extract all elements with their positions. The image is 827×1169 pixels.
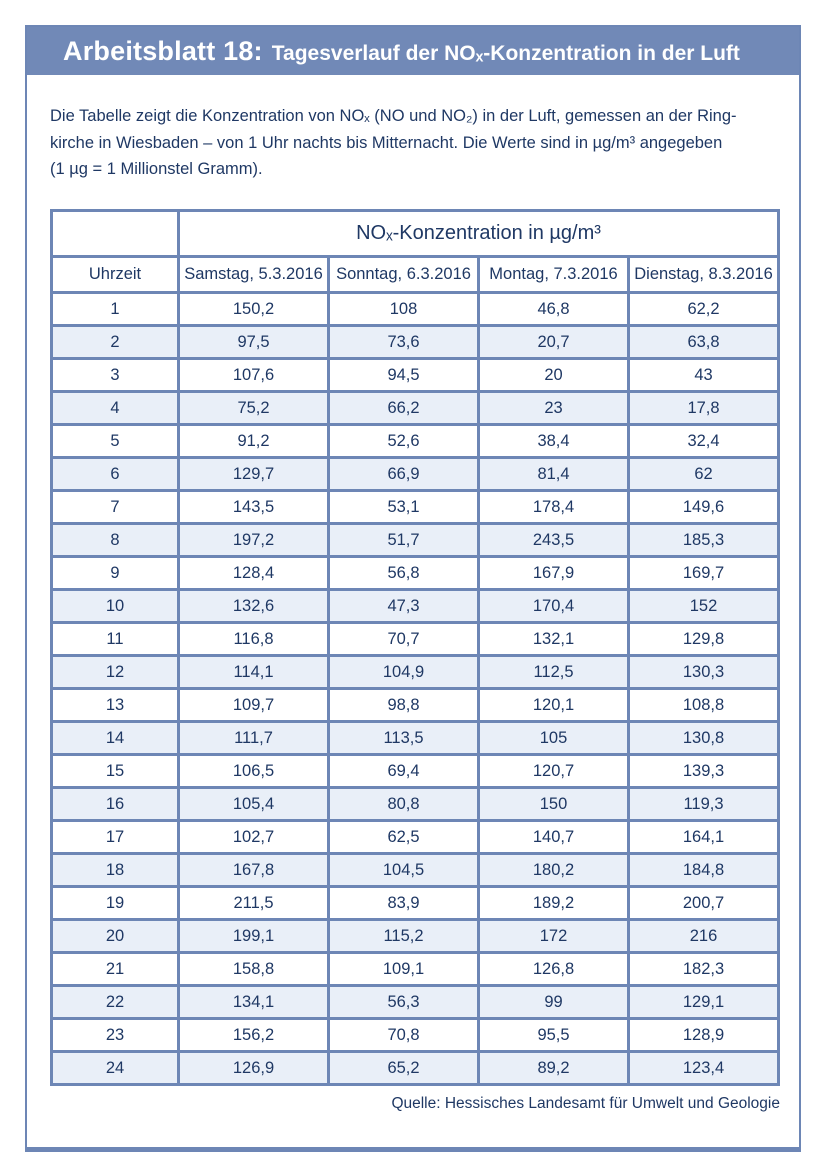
value-cell: 43 bbox=[629, 359, 779, 392]
hour-cell: 17 bbox=[52, 821, 179, 854]
value-cell: 129,1 bbox=[629, 986, 779, 1019]
table-row bbox=[52, 1019, 779, 1052]
value-cell: 108 bbox=[329, 293, 479, 326]
value-cell: 134,1 bbox=[179, 986, 329, 1019]
table-row bbox=[52, 887, 779, 920]
value-cell: 132,6 bbox=[179, 590, 329, 623]
hour-cell: 14 bbox=[52, 722, 179, 755]
value-cell: 106,5 bbox=[179, 755, 329, 788]
table-row bbox=[52, 524, 779, 557]
table-row bbox=[52, 425, 779, 458]
value-cell: 105 bbox=[479, 722, 629, 755]
value-cell: 75,2 bbox=[179, 392, 329, 425]
hour-cell: 1 bbox=[52, 293, 179, 326]
value-cell: 108,8 bbox=[629, 689, 779, 722]
hour-cell: 8 bbox=[52, 524, 179, 557]
hour-cell: 18 bbox=[52, 854, 179, 887]
worksheet-subtitle: Tagesverlauf der NOₓ-Konzentration in der Luft bbox=[271, 42, 740, 65]
hour-cell: 22 bbox=[52, 986, 179, 1019]
table-row bbox=[52, 854, 779, 887]
group-header-cell: NOₓ-Konzentration in µg/m³ bbox=[179, 211, 779, 257]
table-row bbox=[52, 392, 779, 425]
table-row bbox=[52, 293, 779, 326]
table-row bbox=[52, 491, 779, 524]
hour-cell: 7 bbox=[52, 491, 179, 524]
column-header-samstag: Samstag, 5.3.2016 bbox=[179, 257, 329, 293]
hour-cell: 4 bbox=[52, 392, 179, 425]
value-cell: 97,5 bbox=[179, 326, 329, 359]
value-cell: 120,1 bbox=[479, 689, 629, 722]
value-cell: 62,5 bbox=[329, 821, 479, 854]
value-cell: 98,8 bbox=[329, 689, 479, 722]
value-cell: 102,7 bbox=[179, 821, 329, 854]
value-cell: 189,2 bbox=[479, 887, 629, 920]
value-cell: 130,8 bbox=[629, 722, 779, 755]
value-cell: 17,8 bbox=[629, 392, 779, 425]
value-cell: 81,4 bbox=[479, 458, 629, 491]
value-cell: 169,7 bbox=[629, 557, 779, 590]
value-cell: 51,7 bbox=[329, 524, 479, 557]
value-cell: 197,2 bbox=[179, 524, 329, 557]
table-body bbox=[52, 293, 779, 1085]
value-cell: 139,3 bbox=[629, 755, 779, 788]
intro-paragraph bbox=[50, 103, 799, 183]
hour-cell: 10 bbox=[52, 590, 179, 623]
value-cell: 182,3 bbox=[629, 953, 779, 986]
value-cell: 243,5 bbox=[479, 524, 629, 557]
value-cell: 129,7 bbox=[179, 458, 329, 491]
table-row bbox=[52, 986, 779, 1019]
value-cell: 128,9 bbox=[629, 1019, 779, 1052]
value-cell: 129,8 bbox=[629, 623, 779, 656]
hour-cell: 13 bbox=[52, 689, 179, 722]
table-row bbox=[52, 557, 779, 590]
hour-cell: 12 bbox=[52, 656, 179, 689]
intro-line-2: kirche in Wiesbaden – von 1 Uhr nachts bis Mitternacht. Die Werte sind in µg/m³ angegeben bbox=[50, 133, 723, 152]
value-cell: 170,4 bbox=[479, 590, 629, 623]
value-cell: 199,1 bbox=[179, 920, 329, 953]
value-cell: 116,8 bbox=[179, 623, 329, 656]
hour-cell: 5 bbox=[52, 425, 179, 458]
value-cell: 62,2 bbox=[629, 293, 779, 326]
nox-concentration-table bbox=[50, 209, 780, 1086]
worksheet-title: Arbeitsblatt 18: bbox=[63, 36, 263, 66]
value-cell: 119,3 bbox=[629, 788, 779, 821]
value-cell: 107,6 bbox=[179, 359, 329, 392]
table-row bbox=[52, 788, 779, 821]
value-cell: 113,5 bbox=[329, 722, 479, 755]
value-cell: 47,3 bbox=[329, 590, 479, 623]
value-cell: 167,9 bbox=[479, 557, 629, 590]
value-cell: 167,8 bbox=[179, 854, 329, 887]
value-cell: 126,8 bbox=[479, 953, 629, 986]
value-cell: 65,2 bbox=[329, 1052, 479, 1085]
value-cell: 152 bbox=[629, 590, 779, 623]
column-header-sonntag: Sonntag, 6.3.2016 bbox=[329, 257, 479, 293]
intro-line-3: (1 µg = 1 Millionstel Gramm). bbox=[50, 160, 263, 179]
value-cell: 109,1 bbox=[329, 953, 479, 986]
value-cell: 143,5 bbox=[179, 491, 329, 524]
column-header-dienstag: Dienstag, 8.3.2016 bbox=[629, 257, 779, 293]
value-cell: 132,1 bbox=[479, 623, 629, 656]
value-cell: 32,4 bbox=[629, 425, 779, 458]
value-cell: 150,2 bbox=[179, 293, 329, 326]
value-cell: 62 bbox=[629, 458, 779, 491]
value-cell: 140,7 bbox=[479, 821, 629, 854]
value-cell: 46,8 bbox=[479, 293, 629, 326]
value-cell: 211,5 bbox=[179, 887, 329, 920]
value-cell: 111,7 bbox=[179, 722, 329, 755]
table-row bbox=[52, 722, 779, 755]
hour-cell: 19 bbox=[52, 887, 179, 920]
value-cell: 114,1 bbox=[179, 656, 329, 689]
value-cell: 164,1 bbox=[629, 821, 779, 854]
value-cell: 130,3 bbox=[629, 656, 779, 689]
value-cell: 63,8 bbox=[629, 326, 779, 359]
value-cell: 104,5 bbox=[329, 854, 479, 887]
value-cell: 126,9 bbox=[179, 1052, 329, 1085]
value-cell: 185,3 bbox=[629, 524, 779, 557]
value-cell: 23 bbox=[479, 392, 629, 425]
intro-line-1: Die Tabelle zeigt die Konzentration von NOₓ (NO und NO₂) in der Luft, gemessen an der Ring- bbox=[50, 107, 737, 125]
value-cell: 66,2 bbox=[329, 392, 479, 425]
value-cell: 94,5 bbox=[329, 359, 479, 392]
table-row bbox=[52, 821, 779, 854]
value-cell: 150 bbox=[479, 788, 629, 821]
hour-cell: 6 bbox=[52, 458, 179, 491]
table-row bbox=[52, 656, 779, 689]
value-cell: 73,6 bbox=[329, 326, 479, 359]
value-cell: 69,4 bbox=[329, 755, 479, 788]
table-row bbox=[52, 458, 779, 491]
header-band bbox=[27, 27, 799, 75]
hour-cell: 21 bbox=[52, 953, 179, 986]
table-row bbox=[52, 590, 779, 623]
table-row bbox=[52, 953, 779, 986]
hour-cell: 2 bbox=[52, 326, 179, 359]
table-row bbox=[52, 623, 779, 656]
value-cell: 70,8 bbox=[329, 1019, 479, 1052]
value-cell: 104,9 bbox=[329, 656, 479, 689]
hour-cell: 11 bbox=[52, 623, 179, 656]
blank-corner-cell bbox=[52, 211, 179, 257]
column-header-uhrzeit: Uhrzeit bbox=[52, 257, 179, 293]
table-row bbox=[52, 326, 779, 359]
hour-cell: 15 bbox=[52, 755, 179, 788]
source-credit: Quelle: Hessisches Landesamt für Umwelt und Geologie bbox=[391, 1095, 780, 1113]
value-cell: 95,5 bbox=[479, 1019, 629, 1052]
worksheet-frame bbox=[25, 25, 801, 1152]
value-cell: 56,8 bbox=[329, 557, 479, 590]
table-row bbox=[52, 359, 779, 392]
value-cell: 53,1 bbox=[329, 491, 479, 524]
table-row bbox=[52, 920, 779, 953]
value-cell: 149,6 bbox=[629, 491, 779, 524]
hour-cell: 23 bbox=[52, 1019, 179, 1052]
value-cell: 109,7 bbox=[179, 689, 329, 722]
table-row bbox=[52, 689, 779, 722]
hour-cell: 20 bbox=[52, 920, 179, 953]
hour-cell: 3 bbox=[52, 359, 179, 392]
hour-cell: 16 bbox=[52, 788, 179, 821]
value-cell: 105,4 bbox=[179, 788, 329, 821]
column-header-row bbox=[52, 257, 779, 293]
value-cell: 112,5 bbox=[479, 656, 629, 689]
value-cell: 120,7 bbox=[479, 755, 629, 788]
value-cell: 80,8 bbox=[329, 788, 479, 821]
hour-cell: 9 bbox=[52, 557, 179, 590]
group-header-row bbox=[52, 211, 779, 257]
value-cell: 70,7 bbox=[329, 623, 479, 656]
value-cell: 216 bbox=[629, 920, 779, 953]
value-cell: 52,6 bbox=[329, 425, 479, 458]
value-cell: 91,2 bbox=[179, 425, 329, 458]
value-cell: 200,7 bbox=[629, 887, 779, 920]
value-cell: 115,2 bbox=[329, 920, 479, 953]
value-cell: 180,2 bbox=[479, 854, 629, 887]
value-cell: 56,3 bbox=[329, 986, 479, 1019]
value-cell: 99 bbox=[479, 986, 629, 1019]
value-cell: 83,9 bbox=[329, 887, 479, 920]
value-cell: 158,8 bbox=[179, 953, 329, 986]
value-cell: 172 bbox=[479, 920, 629, 953]
value-cell: 89,2 bbox=[479, 1052, 629, 1085]
value-cell: 156,2 bbox=[179, 1019, 329, 1052]
value-cell: 38,4 bbox=[479, 425, 629, 458]
value-cell: 66,9 bbox=[329, 458, 479, 491]
hour-cell: 24 bbox=[52, 1052, 179, 1085]
table-row bbox=[52, 1052, 779, 1085]
value-cell: 128,4 bbox=[179, 557, 329, 590]
value-cell: 20 bbox=[479, 359, 629, 392]
column-header-montag: Montag, 7.3.2016 bbox=[479, 257, 629, 293]
value-cell: 123,4 bbox=[629, 1052, 779, 1085]
value-cell: 20,7 bbox=[479, 326, 629, 359]
value-cell: 178,4 bbox=[479, 491, 629, 524]
table-row bbox=[52, 755, 779, 788]
value-cell: 184,8 bbox=[629, 854, 779, 887]
